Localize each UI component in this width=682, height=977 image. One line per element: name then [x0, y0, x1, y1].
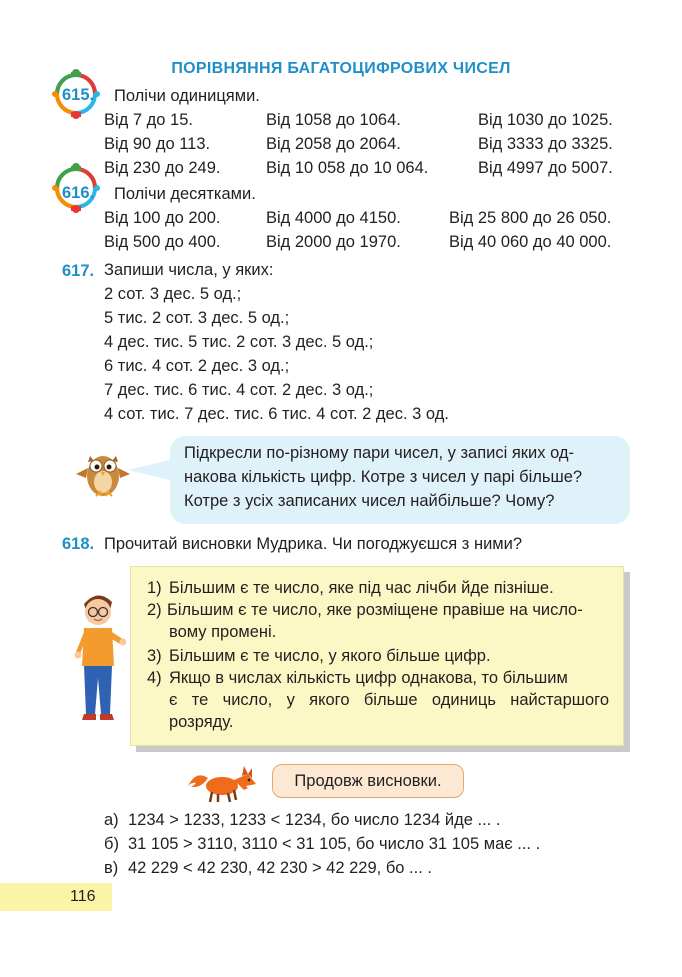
exercise-number: 618. [62, 535, 95, 553]
list-item: Більшим є те число, яке розміщене правіше на числo- [167, 601, 583, 619]
list-item: 4 дес. тис. 5 тис. 2 сот. 3 дес. 5 од.; [104, 333, 374, 351]
fox-icon [186, 756, 260, 806]
list-item: Від 1030 до 1025. [478, 111, 613, 129]
list-item: 2 сот. 3 дес. 5 од.; [104, 285, 242, 303]
exercise-number: 617. [62, 262, 95, 280]
list-item: вому промені. [169, 623, 277, 641]
list-item: 4 сот. тис. 7 дес. тис. 6 тис. 4 сот. 2 дес. 3 од. [104, 405, 449, 423]
bubble-line: Котре з усіх записаних чисел найбільше? Чому? [184, 492, 555, 510]
list-item: Від 3333 до 3325. [478, 135, 613, 153]
statement-letter: в) [104, 859, 119, 877]
list-item: 7 дес. тис. 6 тис. 4 сот. 2 дес. 3 од.; [104, 381, 374, 399]
list-item: Від 500 до 400. [104, 233, 221, 251]
continue-label: Продовж висновки. [272, 764, 464, 798]
statement-letter: а) [104, 811, 119, 829]
boy-illustration [70, 588, 126, 724]
list-item: Від 40 060 до 40 000. [449, 233, 612, 251]
statement-text: 42 229 < 42 230, 42 230 > 42 229, бо ... . [128, 859, 432, 877]
list-item: Від 90 до 113. [104, 135, 211, 153]
exercise-number: 616. [62, 184, 95, 202]
list-item: Якщо в числах кількість цифр однакова, то більшим [169, 669, 568, 687]
list-item: Більшим є те число, у якого більше цифр. [169, 647, 491, 665]
statement-text: 31 105 > 3110, 3110 < 31 105, бо число 31 105 має ... . [128, 835, 541, 853]
list-item: Від 4997 до 5007. [478, 159, 613, 177]
exercise-number: 615. [62, 86, 95, 104]
exercise-task: Полічи одиницями. [114, 87, 260, 105]
bubble-line: накова кількість цифр. Котре з чисел у парі більше? [184, 468, 583, 486]
list-item: розряду. [169, 713, 234, 731]
list-item-number: 2) [147, 601, 162, 619]
list-item: є те число, у якого більше одиниць найстаршого [169, 691, 609, 709]
statement-text: 1234 > 1233, 1233 < 1234, бо число 1234 йде ... . [128, 811, 501, 829]
list-item: Від 7 до 15. [104, 111, 193, 129]
list-item-number: 4) [147, 669, 162, 687]
list-item: Від 230 до 249. [104, 159, 221, 177]
list-item-number: 1) [147, 579, 162, 597]
exercise-task: Запиши числа, у яких: [104, 261, 274, 279]
list-item: Від 25 800 до 26 050. [449, 209, 612, 227]
list-item: Від 2058 до 2064. [266, 135, 401, 153]
list-item: Від 100 до 200. [104, 209, 221, 227]
list-item: 5 тис. 2 сот. 3 дес. 5 од.; [104, 309, 290, 327]
list-item: Більшим є те число, яке під час лічби йде пізніше. [169, 579, 554, 597]
list-item: Від 1058 до 1064. [266, 111, 401, 129]
bubble-line: Підкресли по-різному пари чисел, у записі яких од- [184, 444, 575, 462]
exercise-task: Прочитай висновки Мудрика. Чи погоджуєшся з ними? [104, 535, 523, 553]
speech-bubble-text [184, 441, 582, 513]
exercise-task: Полічи десятками. [114, 185, 256, 203]
page-title: ПОРІВНЯННЯ БАГАТОЦИФРОВИХ ЧИСЕЛ [171, 60, 511, 77]
statement-letter: б) [104, 835, 119, 853]
conclusions-note [130, 566, 624, 746]
list-item-number: 3) [147, 647, 162, 665]
list-item: Від 10 058 до 10 064. [266, 159, 429, 177]
list-item: 6 тис. 4 сот. 2 дес. 3 од.; [104, 357, 290, 375]
page-number: 116 [70, 888, 96, 905]
list-item: Від 4000 до 4150. [266, 209, 401, 227]
owl-icon [72, 446, 134, 500]
list-item: Від 2000 до 1970. [266, 233, 401, 251]
